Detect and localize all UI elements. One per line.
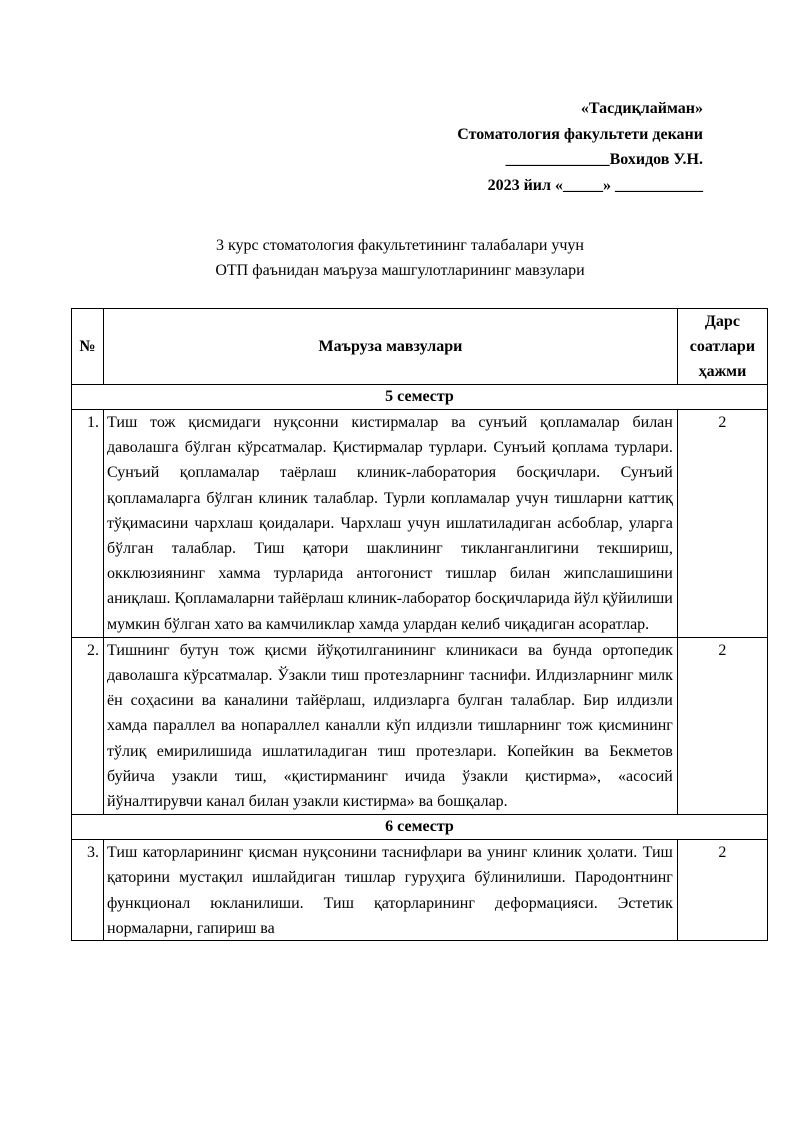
semester-label: 6 семестр xyxy=(72,815,768,840)
approval-title: «Тасдиқлайман» xyxy=(580,100,703,117)
table-row xyxy=(72,840,768,941)
row-topic: Тиш тож қисмидаги нуқсонни кистирмалар ва сунъий қопламалар билан даволашга бўлган кўрсатмалар. Қистирмалар турлари. Сунъий қоплама турлари. Сунъий қопламалар таёрлаш клиник-лаборатория босқичлари. Сунъий қопламаларга бўлган клиник талаблар. Турли копламалар учун тишларни каттиқ тўқимасини чархлаш қоидалари. Чархлаш учун ишлатиладиган асбоблар, уларга бўлган талаблар. Тиш қатори шаклининг тикланганлигини текшириш, окклюзиянинг хамма турларида антогонист тишлар билан жипслашишини аниқлаш. Қопламаларни тайёрлаш клиник-лаборатор босқичларида йўл қўйилиши мумкин бўлган хато ва камчиликлар хамда улардан келиб чиқадиган асоратлар. xyxy=(104,410,678,638)
header-number: № xyxy=(72,309,104,385)
row-topic: Тишнинг бутун тож қисми йўқотилганининг клиникаси ва бунда ортопедик даволашга кўрсатмалар. Ўзакли тиш протезларнинг таснифи. Илдизларнинг милк ён соҳасини ва каналини тайёрлаш, илдизларга булган талаблар. Бир илдизли хамда параллел ва нопараллел каналли кўп илдизли тишларнинг тож қисмининг тўлиқ емирилишида ишлатиладиган тиш протезлари. Копейкин ва Бекметов буйича узакли тиш, «қистирманинг ичида ўзакли қистирма», «асосий йўналтирувчи канал билан узакли кистирма» ва бошқалар. xyxy=(104,637,678,814)
row-hours: 2 xyxy=(677,410,767,638)
semester-row xyxy=(72,815,768,840)
row-hours: 2 xyxy=(677,840,767,941)
approval-signature: _____________Вохидов У.Н. xyxy=(505,151,703,168)
approval-date: 2023 йил «_____» ___________ xyxy=(487,176,703,194)
row-topic-cell xyxy=(104,840,678,941)
heading-line-2: ОТП фаънидан маъруза машгулотларининг мавзулари xyxy=(215,262,585,279)
row-number: 3. xyxy=(72,840,104,941)
row-number: 1. xyxy=(72,410,104,638)
header-topic: Маъруза мавзулари xyxy=(104,309,678,385)
row-topic: Тиш каторларининг қисман нуқсонини таснифлари ва унинг клиник ҳолати. Тиш қаторини мустақил ишлайдиган тишлар гуруҳига бўлинилиши. Пародонтнинг функционал юкланилиши. Тиш қаторларининг деформацияси. Эстетик нормаларни, гапириш ва xyxy=(107,844,673,937)
heading-line-1: 3 курс стоматология факультетининг талабалари учун xyxy=(215,237,584,254)
semester-row xyxy=(72,385,768,410)
table-header-row xyxy=(72,309,768,385)
table-row xyxy=(72,410,768,638)
row-number: 2. xyxy=(72,637,104,814)
semester-label: 5 семестр xyxy=(72,385,768,410)
document-heading xyxy=(0,233,800,283)
table-row xyxy=(72,637,768,814)
lecture-topics-table xyxy=(71,308,768,941)
row-hours: 2 xyxy=(677,637,767,814)
approval-block xyxy=(457,96,703,198)
header-hours: Дарс соатлари ҳажми xyxy=(677,309,767,385)
approval-position: Стоматология факультети декани xyxy=(457,125,703,143)
